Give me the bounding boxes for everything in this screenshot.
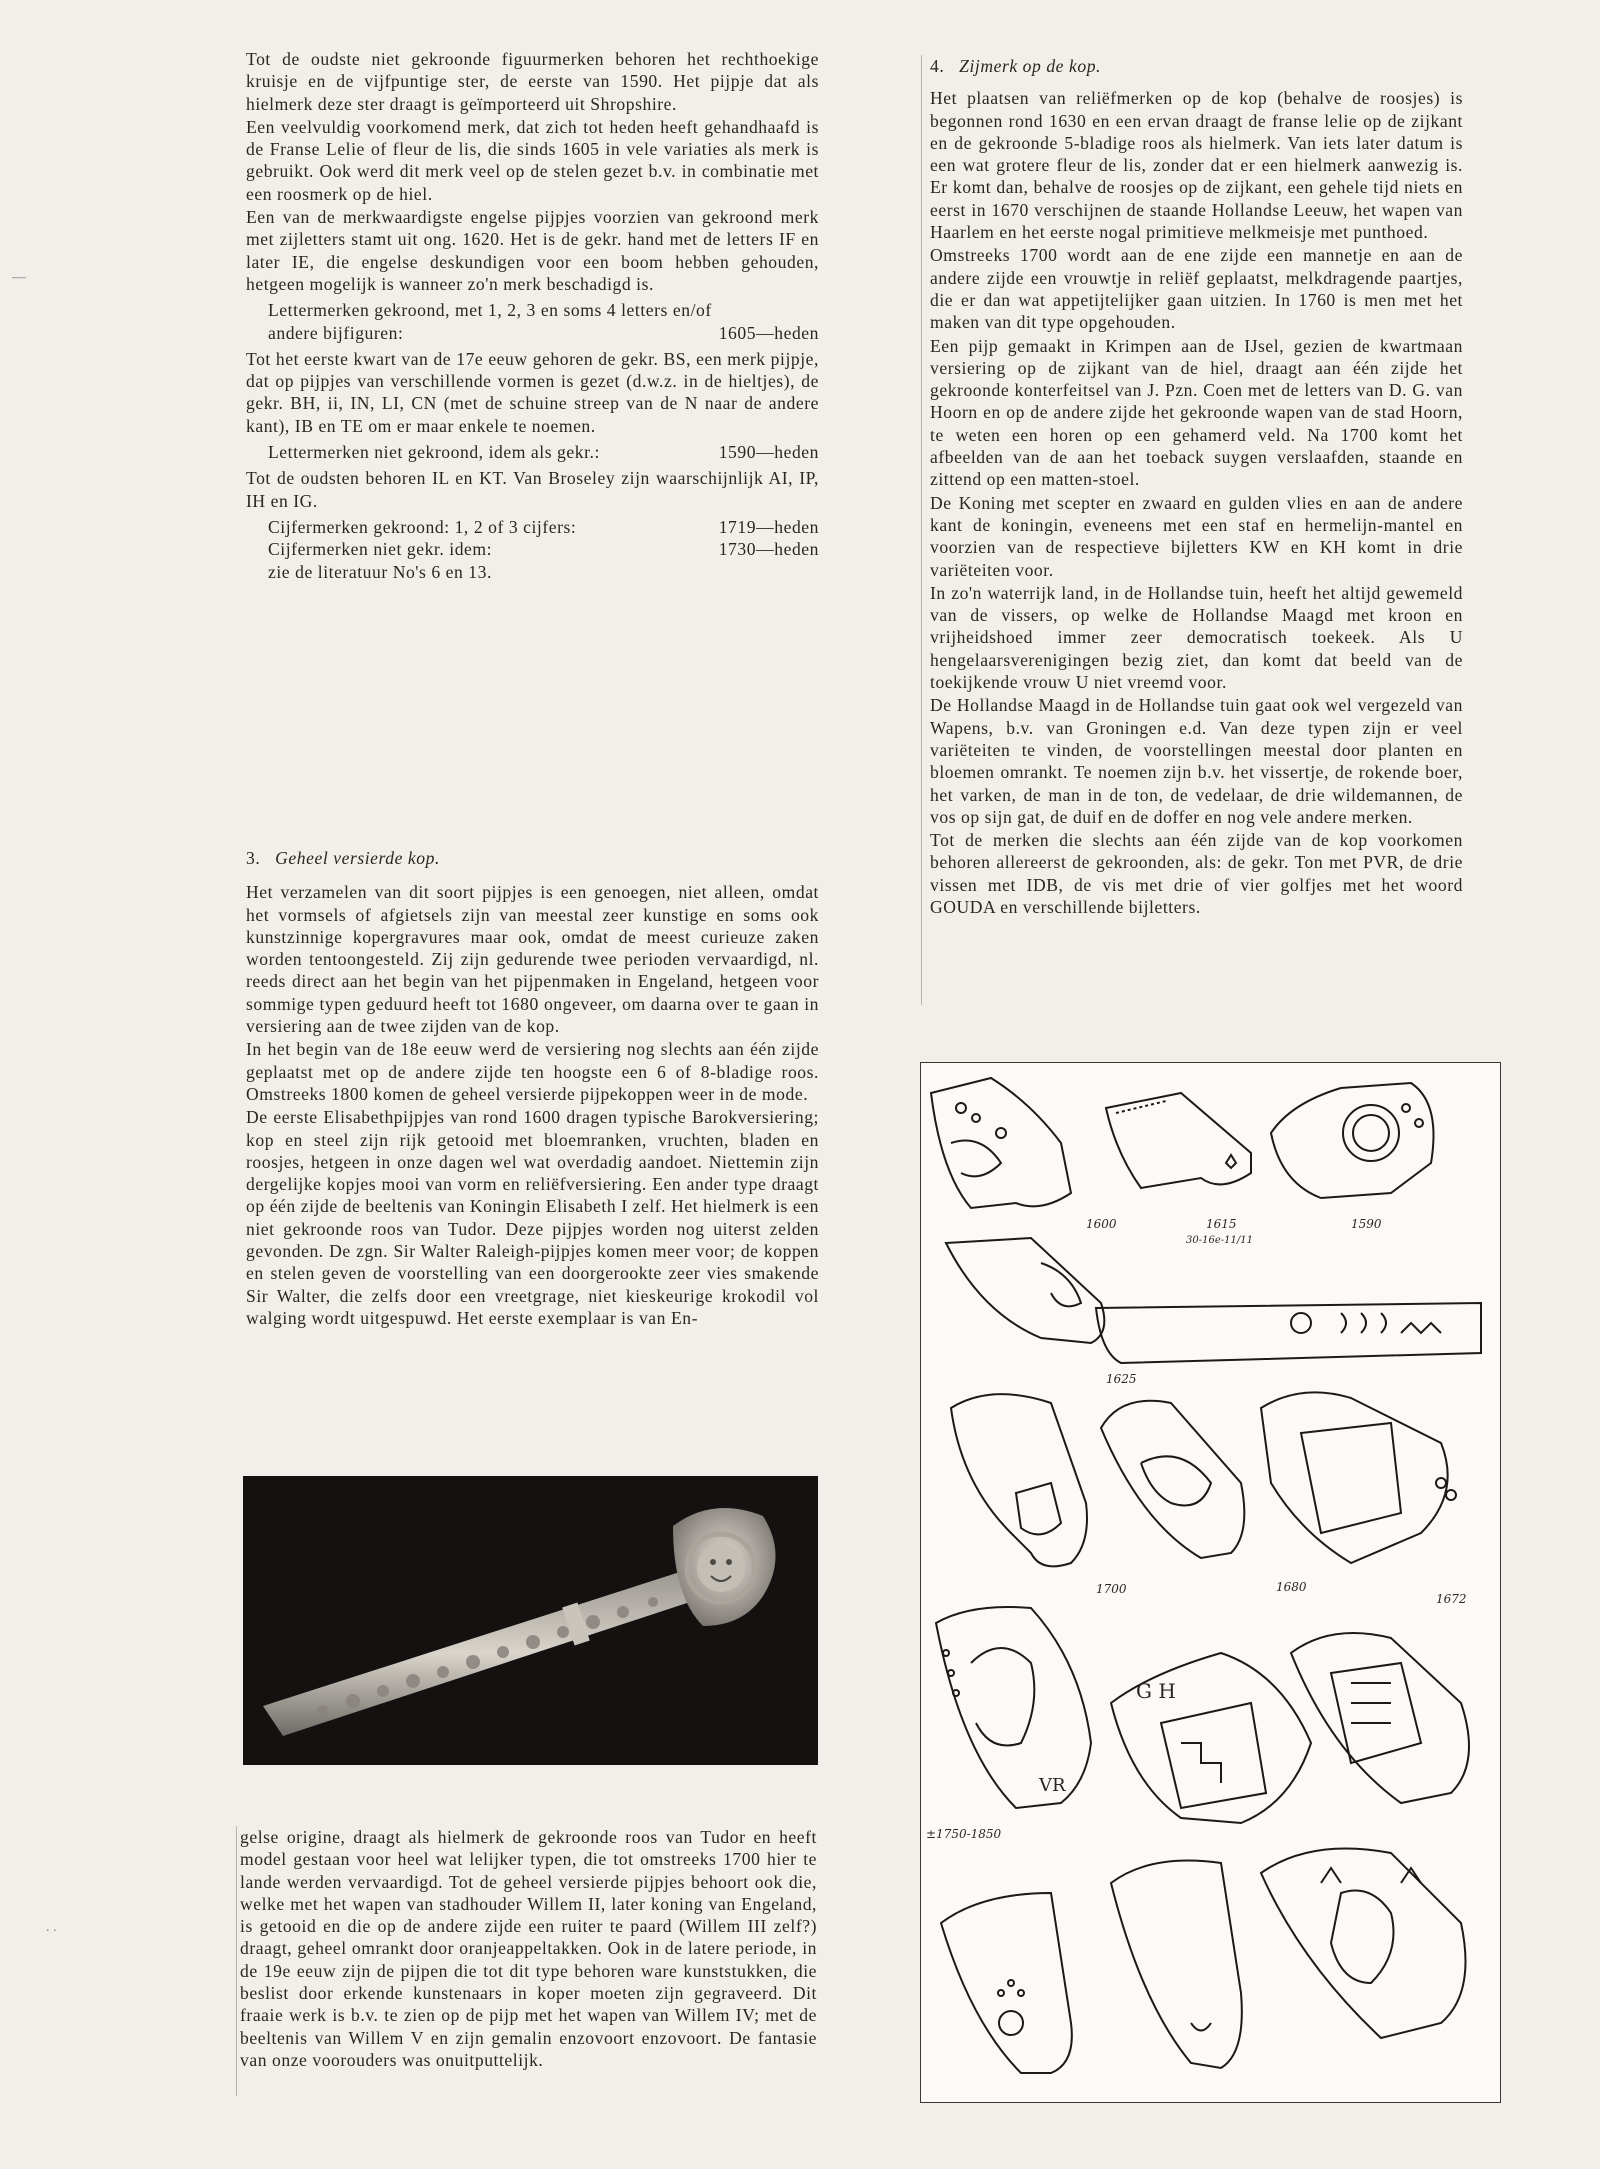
paragraph: Een van de merkwaardigste engelse pijpjes voorzien van gekroond merk met zijletters stamt uit ong. 1620. Het is de gekr. hand met de letters IF en later IE, die engelse deskundigen voor een boom hebben gehouden, hetgeen mogelijk is wanneer zo'n merk beschadigd is. [246,207,819,294]
section-number: 3. [246,848,261,868]
pipe-drawing [1106,1093,1251,1188]
paragraph: De Hollandse Maagd in de Hollandse tuin gaat ook wel vergezeld van Wapens, b.v. van Groningen e.d. Van deze typen zijn er veel variëteiten te vinden, de voorstellingen meestal door planten en bloemen omrankt. Te noemen zijn b.v. het vissertje, de rokende boer, het varken, de man in de ton, de vedelaar, de drie wildemannen, de vos op sijn gat, de duif en de doffer en nog vele andere merken. [930,695,1463,827]
pipe-drawing [931,1078,1071,1208]
mark-type: Cijfermerken gekroond: 1, 2 of 3 cijfers: [268,516,577,537]
section-3 [246,847,819,1329]
paragraph: De eerste Elisabethpijpjes van rond 1600 dragen typische Barokversiering; kop en steel zijn rijk getooid met bloemranken, vruchten, bladen en roosjes, hetgeen in onze dagen wel wat overdadig aandoet. Niettemin zijn dergelijke kopjes mooi van vorm en reliëfversiering. Een ander type draagt op één zijde de beeltenis van Koningin Elisabeth I zelf. Het hielmerk is een niet gekroonde roos van Tudor. Deze pijpjes worden nog uiterst zelden gevonden. De zgn. Sir Walter Raleigh-pijpjes komen meer voor; de koppen en stelen geven de voorstelling van een doorgerookte zeer vies smakende Sir Walter, die zelfs door een vreetgrage, niet kieskeurige krokodil vol walging wordt uitgespuwd. Het eerste exemplaar is van En- [246,1107,819,1328]
figure-label: 1590 [1351,1217,1382,1231]
mark-period-row [268,299,819,344]
figure-label: 1680 [1276,1580,1307,1594]
paragraph: Het verzamelen van dit soort pijpjes is een genoegen, niet alleen, omdat het vormsels of afgietsels zijn van meestal zeer kunstige en soms ook kunstzinnige kopergravures maar ook, omdat de meest curieuze zaken worden tentoongesteld. Zij zijn gedurende twee perioden vervaardigd, nl. reeds direct aan het begin van het pijpenmaken in Engeland, hetgeen voor sommige typen geduurd heeft tot 1680 ongeveer, om daarna over te gaan in versiering aan de twee zijden van de kop. [246,882,819,1037]
paragraph: gelse origine, draagt als hielmerk de gekroonde roos van Tudor en heeft model gestaan voor heel wat lelijker typen, die tot omstreeks 1700 hier te lande werden vervaardigd. Tot de geheel versierde pijpjes behoort ook die, welke met het wapen van stadhouder Willem II, later koning van Engeland, is getooid en die op de andere zijde een ruiter te paard (Willem III zelf?) draagt, geheel omrankt door oranjeappeltakken. Ook in de latere periode, in de 19e eeuw zijn de pijpen die tot dit type behoren ware kunststukken, die beslist door erkende kunstenaars in koper moeten zijn gegraveerd. Dit fraaie werk is b.v. te zien op de pijp met het wapen van Willem IV; met de beeltenis van Willem V en zijn gemalin enzovoort enzovoort. De fantasie van onze voorouders was onuitputtelijk. [240,1827,817,2070]
pipe-drawing [1271,1083,1434,1198]
section-heading [246,847,819,869]
section-title: Zijmerk op de kop. [959,56,1101,76]
section-3-continued [240,1826,817,2071]
mark-period: 1590—heden [718,442,819,463]
pipe-drawing [936,1607,1091,1808]
paragraph: Een veelvuldig voorkomend merk, dat zich tot heden heeft gehandhaafd is de Franse Lelie of fleur de lis, die sinds 1605 in vele variaties als merk is gebruikt. Ook werd dit merk veel op de stelen gezet b.v. in combinatie met een roosmerk op de hiel. [246,116,819,204]
literature-note: zie de literatuur No's 6 en 13. [268,561,492,582]
mark-period: 1730—heden [718,539,819,560]
pipe-drawing [1261,1849,1466,2039]
mark-type: Lettermerken niet gekroond, idem als gekr.: [268,442,600,463]
pipe-drawing [1111,1861,1242,2069]
column-rule [236,1826,237,2096]
mark-period: 1719—heden [718,516,819,537]
figure-label: 1600 [1086,1217,1117,1231]
paragraph: Tot de oudste niet gekroonde figuurmerken behoren het rechthoekige kruisje en de vijfpuntige ster, de eerste van 1590. Het pijpje dat als hielmerk deze ster draagt is geïmporteerd uit Shropshire. [246,49,819,114]
column-rule [921,55,922,1005]
pipe-drawing [951,1394,1087,1566]
figure-label: VR [1039,1775,1066,1796]
margin-mark: — [12,270,26,285]
pipe-drawing [941,1893,1072,2073]
figure-label: ±1750-1850 [926,1827,1002,1841]
paragraph: Omstreeks 1700 wordt aan de ene zijde een mannetje en aan de andere zijde een vrouwtje in reliëf geplaatst, melkdragende paartjes, die er dan wat appetijtelijker gaan uitzien. In 1760 is men met het maken van dit type opgehouden. [930,245,1463,333]
figure-label: 1672 [1436,1592,1467,1606]
pipe-drawing [1101,1401,1244,1558]
pipe-drawing [1291,1633,1469,1803]
figure-label: G H [1136,1679,1176,1703]
paragraph: Tot de oudsten behoren IL en KT. Van Broseley zijn waarschijnlijk AI, IP, IH en IG. [246,468,819,511]
paragraph: In het begin van de 18e eeuw werd de versiering nog slechts aan één zijde geplaatst met op de andere zijde ten hoogste een 6 of 8-bladige roos. Omstreeks 1800 komen de geheel versierde pijpekoppen weer in de mode. [246,1039,819,1104]
paragraph: Een pijp gemaakt in Krimpen aan de IJsel, gezien de kwartmaan versiering op de zijkant van de hiel, draagt aan één zijde het gekroonde konterfeitsel van J. Pzn. Coen met de letters van D. G. van Hoorn en op de andere zijde het gekroonde wapen van de stad Hoorn, te weten een horen op een gehamerd veld. Na 1700 komt het afbeelden van de aan het toeback suygen verslaafden, staande en zittend op een matten-stoel. [930,335,1463,490]
paragraph: Tot het eerste kwart van de 17e eeuw gehoren de gekr. BS, een merk pijpje, dat op pijpjes van verschillende vormen is gezet (d.w.z. in de hieltjes), de gekr. BH, ii, IN, LI, CN (met de schuine streep van de N naar de andere kant), IB en TE om er maar enkele te noemen. [246,348,819,436]
section-heading [930,55,1463,77]
paragraph: In zo'n waterrijk land, in de Hollandse tuin, heeft het altijd gewemeld van de vissers, op welke de Hollandse Maagd met kroon en vrijheidshoed immer zeer democratisch toekeek. Als U hengelaarsverenigingen bezig ziet, dan komt dat beeld van de toekijkende vrouw U niet vreemd voor. [930,582,1463,693]
paragraph: De Koning met scepter en zwaard en gulden vlies en aan de andere kant de koningin, eveneens met een staf en hermelijn-mantel en voorzien van de respectieve bijletters KW en KH komt in drie variëteiten voor. [930,492,1463,580]
mark-period-row [268,538,819,560]
figure-label: 30-16e-11/11 [1186,1235,1253,1246]
mark-period-row [268,441,819,463]
section-number: 4. [930,56,945,76]
pipe-drawing [1261,1392,1456,1563]
figure-label: 1625 [1106,1372,1137,1386]
left-column-top [246,48,819,583]
section-4 [930,55,1463,918]
paragraph: Tot de merken die slechts aan één zijde van de kop voorkomen behoren allereerst de gekroonden, als: de gekr. Ton met PVR, de drie vissen met IDB, de vis met drie of vier golfjes met het woord GOUDA en verschillende bijletters. [930,830,1463,917]
mark-type: Cijfermerken niet gekr. idem: [268,539,493,560]
figure-label: 1700 [1096,1582,1127,1596]
section-title: Geheel versierde kop. [275,848,440,868]
pipe-drawing [946,1238,1481,1363]
pipe-drawings-plate [920,1062,1501,2103]
mark-type: Lettermerken gekroond, met 1, 2, 3 en soms 4 letters en/of andere bijfiguren: [268,300,712,343]
mark-period: 1605—heden [718,322,819,343]
figure-label: 1615 [1206,1217,1237,1231]
margin-mark: . . [46,1920,57,1935]
paragraph: Het plaatsen van reliëfmerken op de kop (behalve de roosjes) is begonnen rond 1630 en een ervan draagt de franse lelie op de zijkant en de gekroonde 5-bladige roos als hielmerk. Van iets later datum is een wat grotere fleur de lis, zonder dat er een hielmerk aanwezig is. Er komt dan, behalve de roosjes op de zijkant, een gehele tijd niets en eerst in 1670 verschijnen de staande Hollandse Leeuw, het wapen van Haarlem en het eerste nogal primitieve melkmeisje met punthoed. [930,88,1463,243]
mark-period-row [268,516,819,538]
pipe-photograph [243,1476,818,1765]
